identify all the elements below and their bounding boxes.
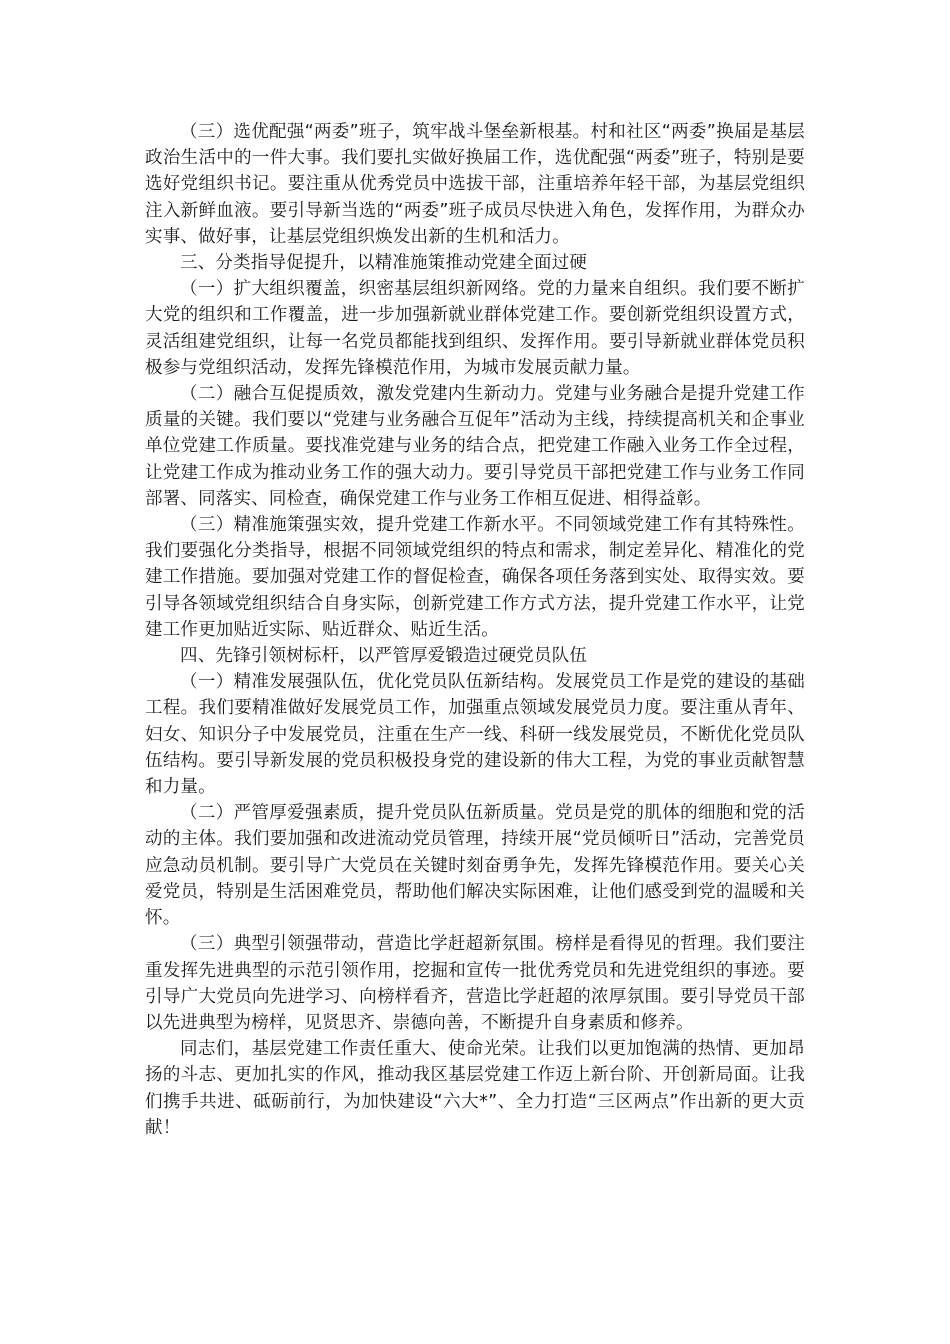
paragraph-section4-item2: （二）严管厚爱强素质，提升党员队伍新质量。党员是党的肌体的细胞和党的活动的主体。我们要加强和改进流动党员管理，持续开展“党员倾听日”活动，完善党员应急动员机制。要引导广大党员在关键时刻奋勇争先，发挥先锋模范作用。要关心关爱党员，特别是生活困难党员，帮助他们解决实际困难，让他们感受到党的温暖和关怀。 [145,803,805,929]
paragraph-closing: 同志们，基层党建工作责任重大、使命光荣。让我们以更加饱满的热情、更加昂扬的斗志、更加扎实的作风，推动我区基层党建工作迈上新台阶、开创新局面。让我们携手共进、砥砺前行，为加快建设“六大*”、全力打造“三区两点”作出新的更大贡献！ [145,1039,805,1138]
paragraph-section4-item3: （三）典型引领强带动，营造比学赶超新氛围。榜样是看得见的哲理。我们要注重发挥先进典型的示范引领作用，挖掘和宣传一批优秀党员和先进党组织的事迹。要引导广大党员向先进学习、向榜样看齐，营造比学赶超的浓厚氛围。要引导党员干部以先进典型为榜样，见贤思齐、崇德向善，不断提升自身素质和修养。 [145,934,805,1033]
paragraph-section3-item3: （三）精准施策强实效，提升党建工作新水平。不同领域党建工作有其特殊性。我们要强化分类指导，根据不同领域党组织的特点和需求，制定差异化、精准化的党建工作措施。要加强对党建工作的督促检查，确保各项任务落到实处、取得实效。要引导各领域党组织结合自身实际，创新党建工作方式方法，提升党建工作水平，让党建工作更加贴近实际、贴近群众、贴近生活。 [145,515,805,640]
paragraph-section2-item3: （三）选优配强“两委”班子，筑牢战斗堡垒新根基。村和社区“两委”换届是基层政治生活中的一件大事。我们要扎实做好换届工作，选优配强“两委”班子，特别是要选好党组织书记。要注重从优秀党员中选拔干部，注重培养年轻干部，为基层党组织注入新鲜血液。要引导新当选的“两委”班子成员尽快进入角色，发挥作用，为群众办实事、做好事，让基层党组织焕发出新的生机和活力。 [145,122,805,247]
section-heading-3: 三、分类指导促提升，以精准施策推动党建全面过硬 [180,253,588,274]
paragraph-section3-item2: （二）融合互促提质效，激发党建内生新动力。党建与业务融合是提升党建工作质量的关键。我们要以“党建与业务融合互促年”活动为主线，持续提高机关和企事业单位党建工作质量。要找准党建与业务的结合点，把党建工作融入业务工作全过程，让党建工作成为推动业务工作的强大动力。要引导党员干部把党建工作与业务工作同部署、同落实、同检查，确保党建工作与业务工作相互促进、相得益彰。 [145,384,805,509]
section-heading-4: 四、先锋引领树标杆，以严管厚爱锻造过硬党员队伍 [180,646,588,667]
paragraph-section4-item1: （一）精准发展强队伍，优化党员队伍新结构。发展党员工作是党的建设的基础工程。我们要精准做好发展党员工作，加强重点领域发展党员力度。要注重从青年、妇女、知识分子中发展党员，注重在生产一线、科研一线发展党员，不断优化党员队伍结构。要引导新发展的党员积极投身党的建设新的伟大工程，为党的事业贡献智慧和力量。 [145,672,805,798]
paragraph-section3-item1: （一）扩大组织覆盖，织密基层组织新网络。党的力量来自组织。我们要不断扩大党的组织和工作覆盖，进一步加强新就业群体党建工作。要创新党组织设置方式，灵活组建党组织，让每一名党员都能找到组织、发挥作用。要引导新就业群体党员积极参与党组织活动，发挥先锋模范作用，为城市发展贡献力量。 [145,279,805,378]
document-page [145,119,805,1141]
